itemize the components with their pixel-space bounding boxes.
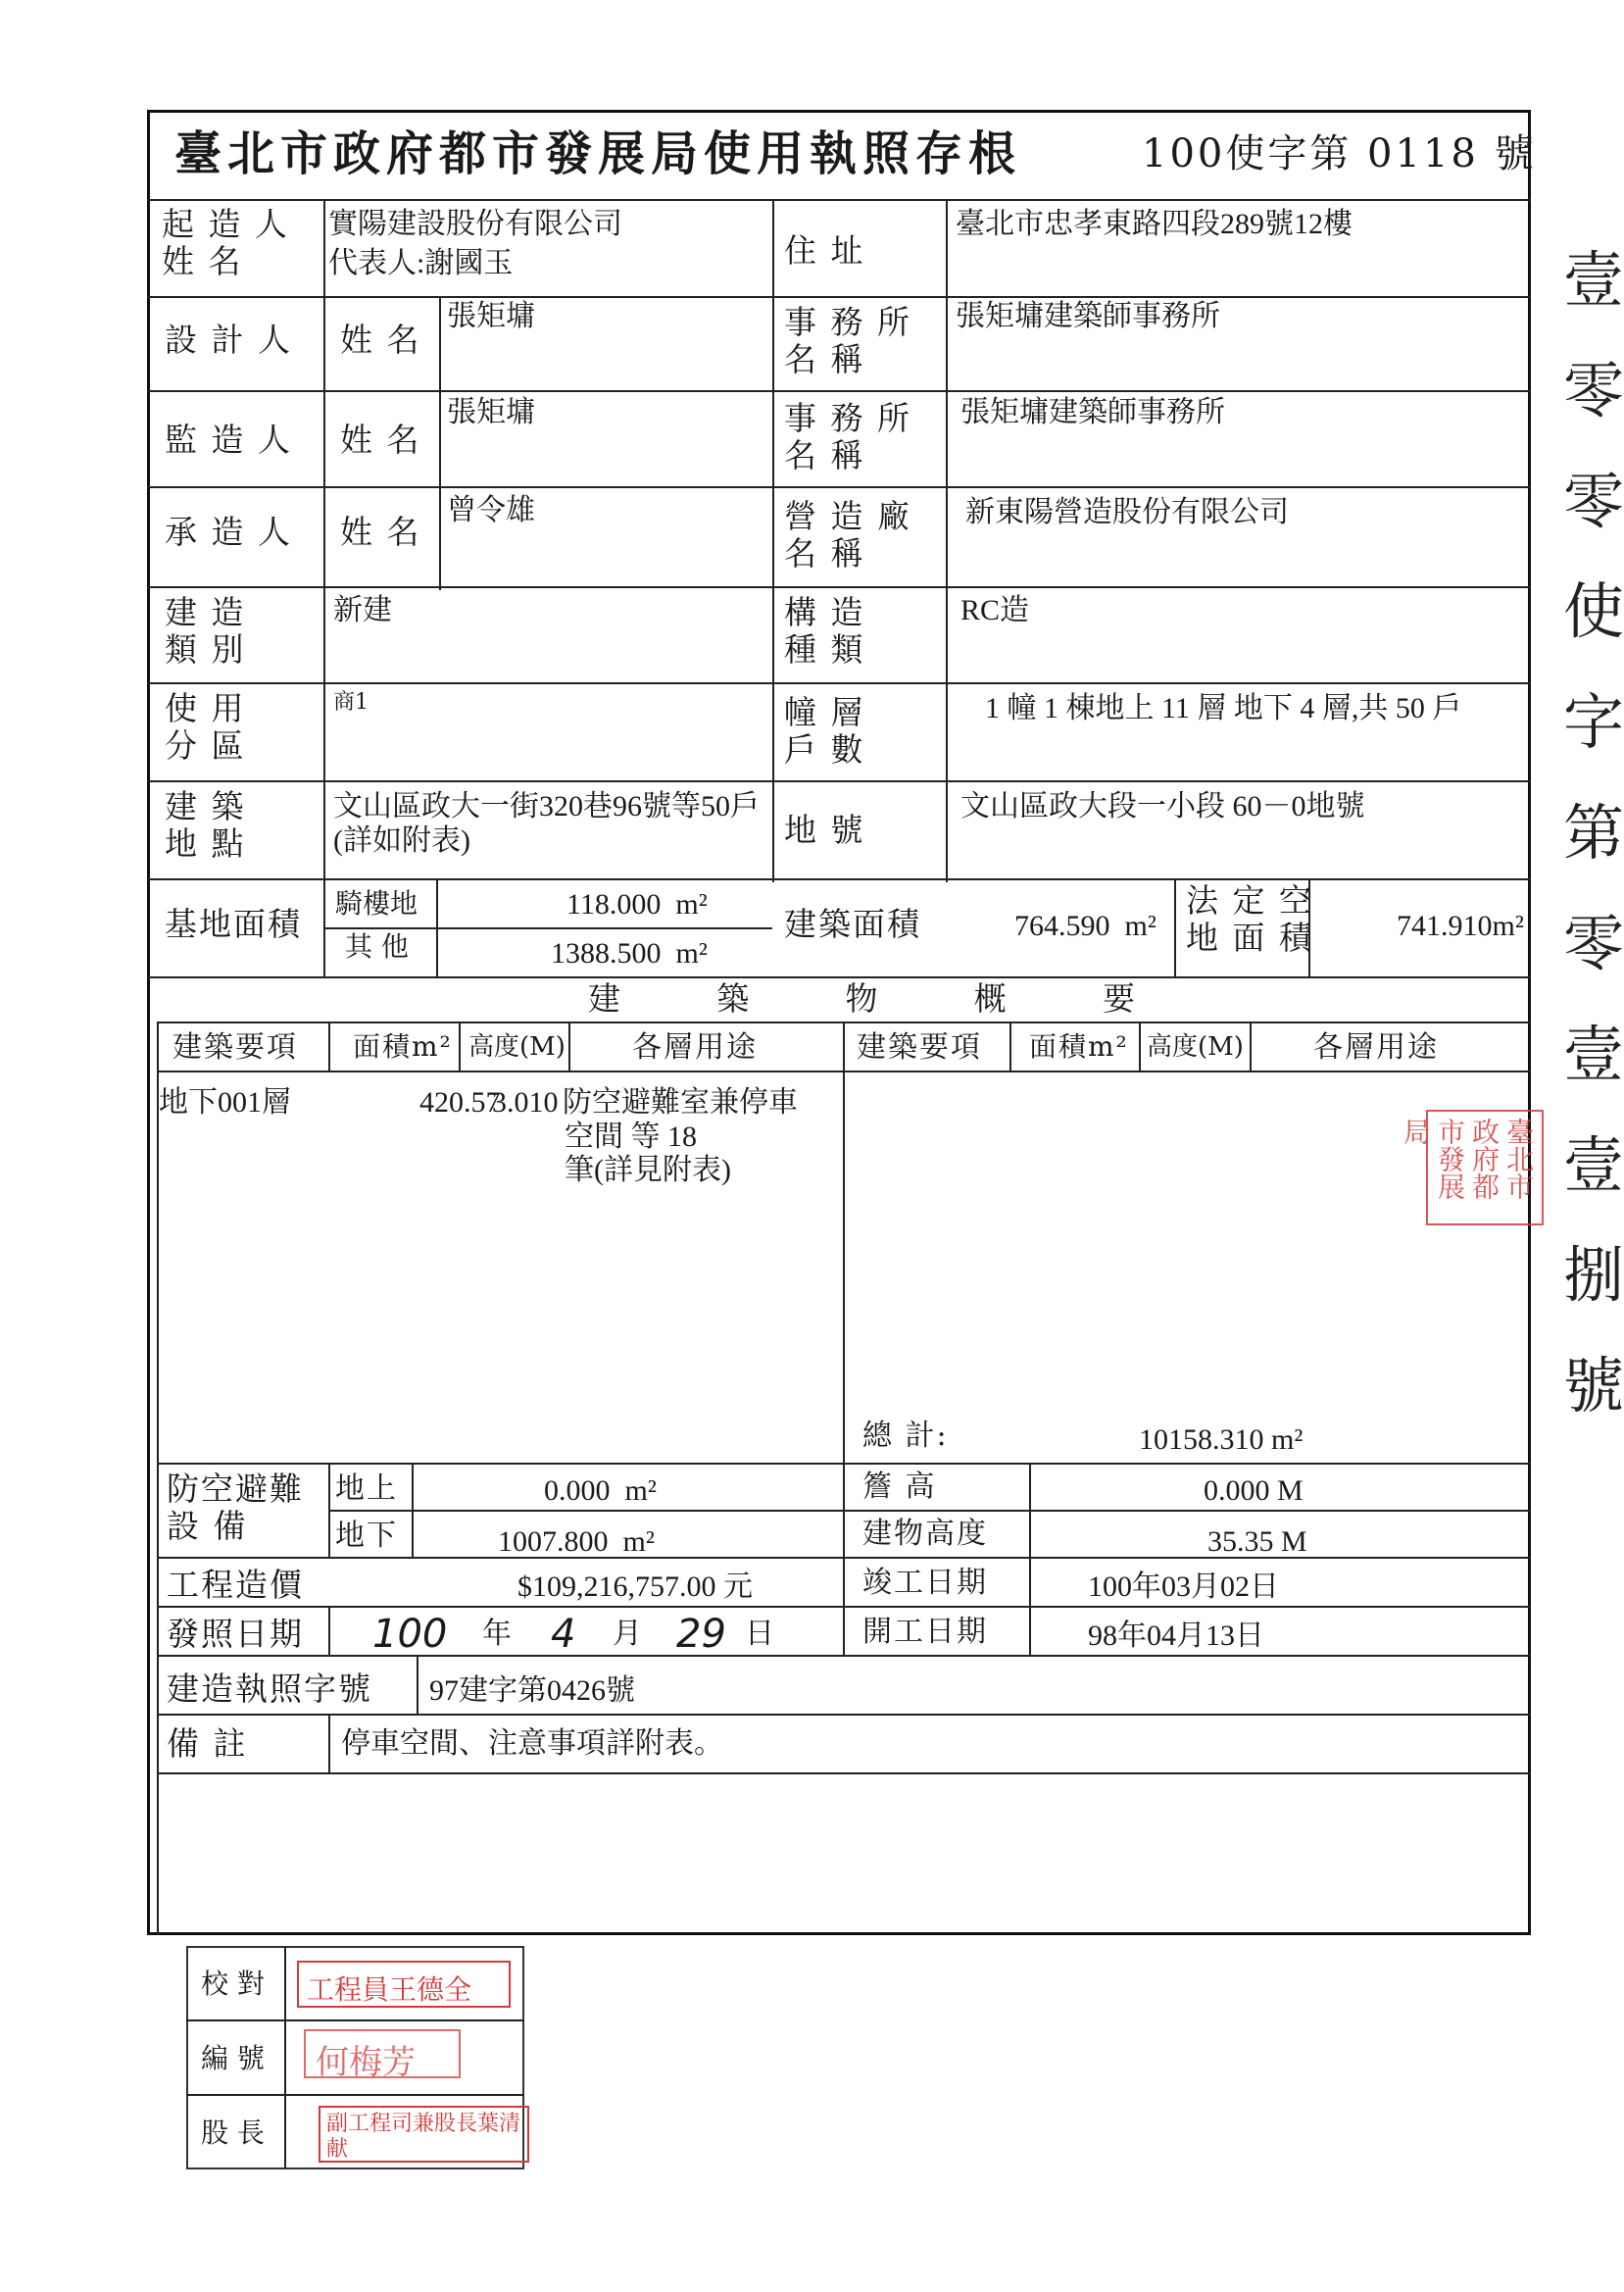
designer-name-label: 姓 名 <box>340 321 421 359</box>
approval-stamp-check: 工程員王德全 <box>297 1961 511 2008</box>
open-area-label: 法 定 空 地 面 積 <box>1186 881 1313 957</box>
shelter-above-value: 0.000 m² <box>544 1474 657 1507</box>
shelter-below-label: 地下 <box>335 1519 398 1553</box>
structure-label: 構 造 種 類 <box>784 593 865 669</box>
col-header-height-right: 高度(M) <box>1147 1032 1244 1062</box>
eave-value: 0.000 M <box>1204 1474 1304 1507</box>
permit-number: 100使字第 0118 號 <box>1142 131 1537 176</box>
units-label: 幢 層 戶 數 <box>784 693 865 769</box>
eave-label: 簷 高 <box>862 1470 937 1504</box>
structure-type: RC造 <box>960 594 1030 626</box>
other-area: 1388.500 m² <box>551 937 708 970</box>
builder-label: 起 造 人 姓 名 <box>162 205 289 280</box>
supervisor-label: 監 造 人 <box>165 421 292 459</box>
contractor-label: 承 造 人 <box>165 513 292 551</box>
zoning-label: 使 用 分 區 <box>165 689 246 765</box>
col-header-use-right: 各層用途 <box>1313 1030 1439 1065</box>
site-address: 文山區政大一街320巷96號等50戶 (詳如附表) <box>333 790 760 857</box>
contractor-name-label: 姓 名 <box>340 513 421 551</box>
address-label: 住 址 <box>784 231 865 270</box>
issue-year: 100 <box>372 1612 448 1657</box>
construction-type: 新建 <box>333 594 392 626</box>
lot-label: 地 號 <box>784 811 865 849</box>
total-value: 10158.310 m² <box>1139 1423 1304 1456</box>
shelter-below-value: 1007.800 m² <box>498 1525 655 1558</box>
zoning-value: 商1 <box>333 690 369 715</box>
open-area: 741.910m² <box>1397 910 1524 942</box>
contractor-name: 曾令雄 <box>447 494 535 526</box>
cost-value: $109,216,757.00 元 <box>517 1570 753 1603</box>
units-value: 1 幢 1 棟地上 11 層 地下 4 層,共 50 戶 <box>985 692 1462 724</box>
approval-label-check: 校 對 <box>201 1968 265 2000</box>
lot-number: 文山區政大段一小段 60－0地號 <box>960 790 1365 822</box>
base-area-label: 基地面積 <box>165 905 302 943</box>
approval-stamp-chief: 副工程司兼股長葉清献 <box>319 2106 529 2163</box>
summary-row-item: 地下001層 <box>159 1086 291 1119</box>
designer-office-label: 事 務 所 名 稱 <box>784 303 911 378</box>
building-height-value: 35.35 M <box>1207 1525 1307 1558</box>
approval-stamp-number: 何梅芳 <box>304 2029 461 2078</box>
start-date-value: 98年04月13日 <box>1088 1619 1264 1652</box>
builder-company: 實陽建設股份有限公司 <box>328 208 622 240</box>
document-title: 臺北市政府都市發展局使用執照存根 <box>174 126 1022 181</box>
issue-year-char: 年 <box>482 1617 514 1651</box>
total-label: 總 計: <box>862 1419 949 1453</box>
official-seal: 臺北市政府都市發展局 <box>1426 1110 1544 1225</box>
summary-row-height: 3.010 <box>492 1086 559 1119</box>
approval-label-chief: 股 長 <box>201 2117 265 2149</box>
construction-type-label: 建 造 類 別 <box>165 593 246 669</box>
completion-value: 100年03月02日 <box>1088 1570 1279 1603</box>
start-date-label: 開工日期 <box>862 1615 988 1649</box>
other-label: 其 他 <box>345 930 409 963</box>
col-header-area-left: 面積m² <box>353 1030 453 1063</box>
side-stub-text: 壹 零 零 使 字 第 零 壹 壹 捌 號 <box>1563 244 1624 1422</box>
arcade-label: 騎樓地 <box>335 887 418 920</box>
supervisor-name: 張矩墉 <box>447 396 535 428</box>
supervisor-office: 張矩墉建築師事務所 <box>960 396 1225 428</box>
arcade-area: 118.000 m² <box>566 888 708 921</box>
building-height-label: 建物高度 <box>862 1517 988 1551</box>
col-header-item-left: 建築要項 <box>172 1030 298 1065</box>
designer-office: 張矩墉建築師事務所 <box>956 300 1220 332</box>
site-label: 建 築 地 點 <box>165 787 246 863</box>
shelter-label: 防空避難 設 備 <box>167 1470 304 1545</box>
summary-section-title: 建 築 物 概 要 <box>588 979 1137 1018</box>
build-permit-label: 建造執照字號 <box>167 1669 372 1708</box>
supervisor-name-label: 姓 名 <box>340 421 421 459</box>
supervisor-office-label: 事 務 所 名 稱 <box>784 399 911 474</box>
col-header-height-left: 高度(M) <box>468 1032 566 1062</box>
completion-label: 竣工日期 <box>862 1566 988 1600</box>
cost-label: 工程造價 <box>167 1566 304 1604</box>
builder-address: 臺北市忠孝東路四段289號12樓 <box>956 208 1353 240</box>
build-permit-value: 97建字第0426號 <box>429 1674 635 1707</box>
summary-row-use: 防空避難室兼停車 空間 等 18 筆(詳見附表) <box>563 1086 798 1186</box>
col-header-area-right: 面積m² <box>1029 1030 1129 1063</box>
remarks-value: 停車空間、注意事項詳附表。 <box>341 1727 723 1760</box>
building-area-label: 建築面積 <box>784 905 921 943</box>
summary-row-area: 420.57 <box>419 1086 501 1119</box>
issue-date-label: 發照日期 <box>167 1615 304 1653</box>
issue-month: 4 <box>551 1612 576 1657</box>
col-header-use-left: 各層用途 <box>632 1030 758 1065</box>
shelter-above-label: 地上 <box>335 1471 398 1506</box>
designer-label: 設 計 人 <box>165 321 292 359</box>
col-header-item-right: 建築要項 <box>857 1030 982 1065</box>
builder-representative: 代表人:謝國玉 <box>328 247 514 279</box>
remarks-label: 備 註 <box>167 1724 248 1763</box>
designer-name: 張矩墉 <box>447 300 535 332</box>
issue-month-char: 月 <box>613 1617 644 1651</box>
issue-day: 29 <box>676 1612 726 1657</box>
approval-label-number: 編 號 <box>201 2042 265 2074</box>
contractor-firm: 新東陽營造股份有限公司 <box>965 496 1289 528</box>
building-area: 764.590 m² <box>1014 910 1156 942</box>
issue-day-char: 日 <box>745 1617 776 1651</box>
contractor-firm-label: 營 造 廠 名 稱 <box>784 497 911 573</box>
